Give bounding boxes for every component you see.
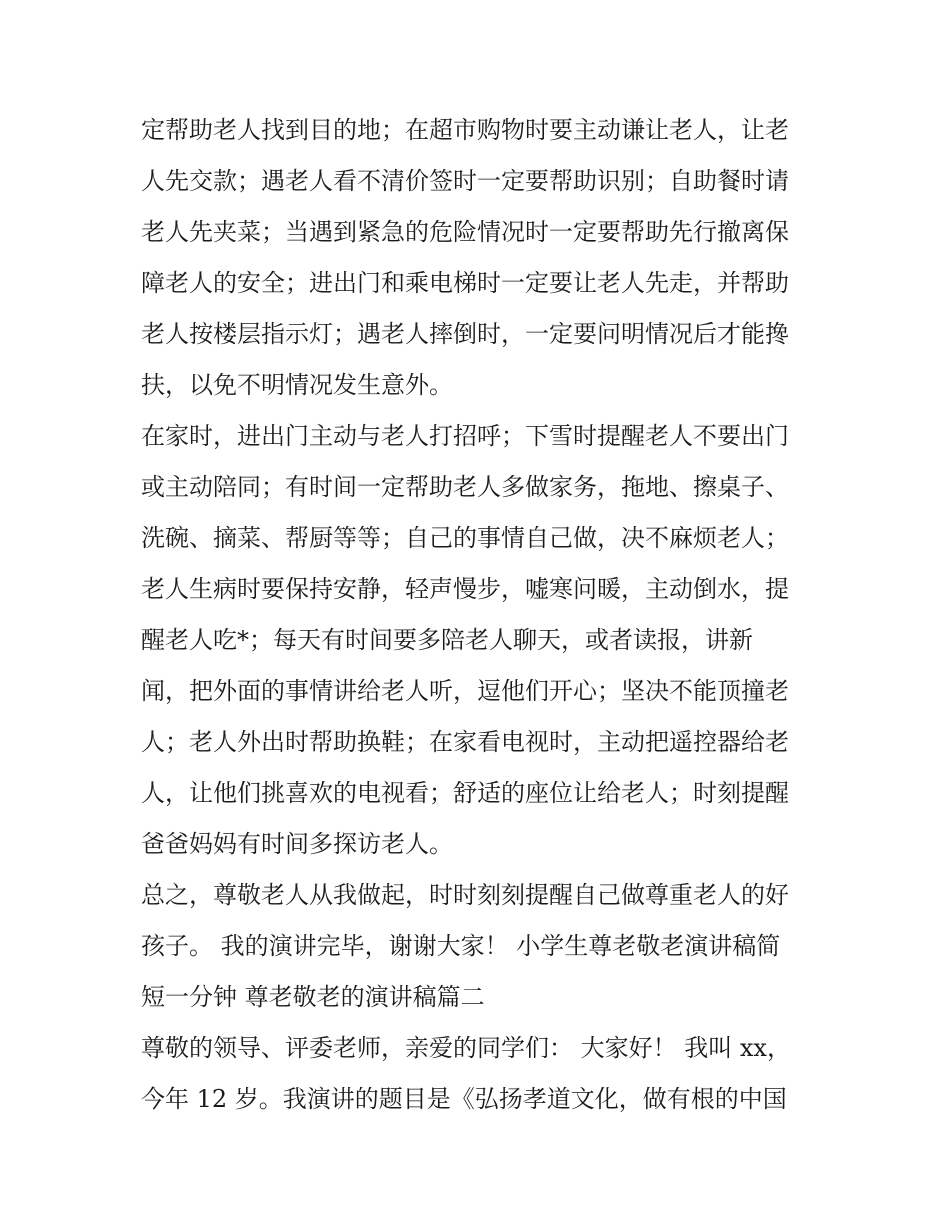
paragraph-1 bbox=[141, 105, 821, 411]
text-line: 孩子。 我的演讲完毕，谢谢大家！ 小学生尊老敬老演讲稿简 bbox=[141, 932, 781, 960]
text-line: 尊敬的领导、评委老师，亲爱的同学们： 大家好！ 我叫 xx， bbox=[141, 1034, 791, 1062]
text-line: 洗碗、摘菜、帮厨等等；自己的事情自己做，决不麻烦老人； bbox=[141, 524, 789, 552]
text-line: 人；老人外出时帮助换鞋；在家看电视时，主动把遥控器给老 bbox=[141, 728, 789, 756]
text-line: 老人按楼层指示灯；遇老人摔倒时，一定要问明情况后才能搀 bbox=[141, 320, 789, 348]
paragraph-3 bbox=[141, 870, 821, 1023]
text-line: 醒老人吃*；每天有时间要多陪老人聊天，或者读报，讲新 bbox=[141, 626, 753, 654]
text-line: 或主动陪同；有时间一定帮助老人多做家务，拖地、擦桌子、 bbox=[141, 473, 789, 501]
paragraph-4 bbox=[141, 1023, 821, 1125]
document-body bbox=[141, 105, 821, 1125]
text-line: 今年 12 岁。我演讲的题目是《弘扬孝道文化，做有根的中国 bbox=[141, 1085, 787, 1113]
text-line: 老人生病时要保持安静，轻声慢步，嘘寒问暖，主动倒水，提 bbox=[141, 575, 789, 603]
text-line: 闻，把外面的事情讲给老人听，逗他们开心；坚决不能顶撞老 bbox=[141, 677, 789, 705]
text-line: 扶，以免不明情况发生意外。 bbox=[141, 371, 453, 399]
text-line: 老人先夹菜；当遇到紧急的危险情况时一定要帮助先行撤离保 bbox=[141, 218, 789, 246]
text-line: 人，让他们挑喜欢的电视看；舒适的座位让给老人；时刻提醒 bbox=[141, 779, 789, 807]
paragraph-2 bbox=[141, 411, 821, 870]
text-line: 短一分钟 尊老敬老的演讲稿篇二 bbox=[141, 983, 485, 1011]
text-line: 爸爸妈妈有时间多探访老人。 bbox=[141, 830, 453, 858]
text-line: 定帮助老人找到目的地；在超市购物时要主动谦让老人，让老 bbox=[141, 116, 789, 144]
text-line: 人先交款；遇老人看不清价签时一定要帮助识别；自助餐时请 bbox=[141, 167, 789, 195]
text-line: 障老人的安全；进出门和乘电梯时一定要让老人先走，并帮助 bbox=[141, 269, 789, 297]
text-line: 总之，尊敬老人从我做起，时时刻刻提醒自己做尊重老人的好 bbox=[141, 881, 789, 909]
text-line: 在家时，进出门主动与老人打招呼；下雪时提醒老人不要出门 bbox=[141, 422, 789, 450]
